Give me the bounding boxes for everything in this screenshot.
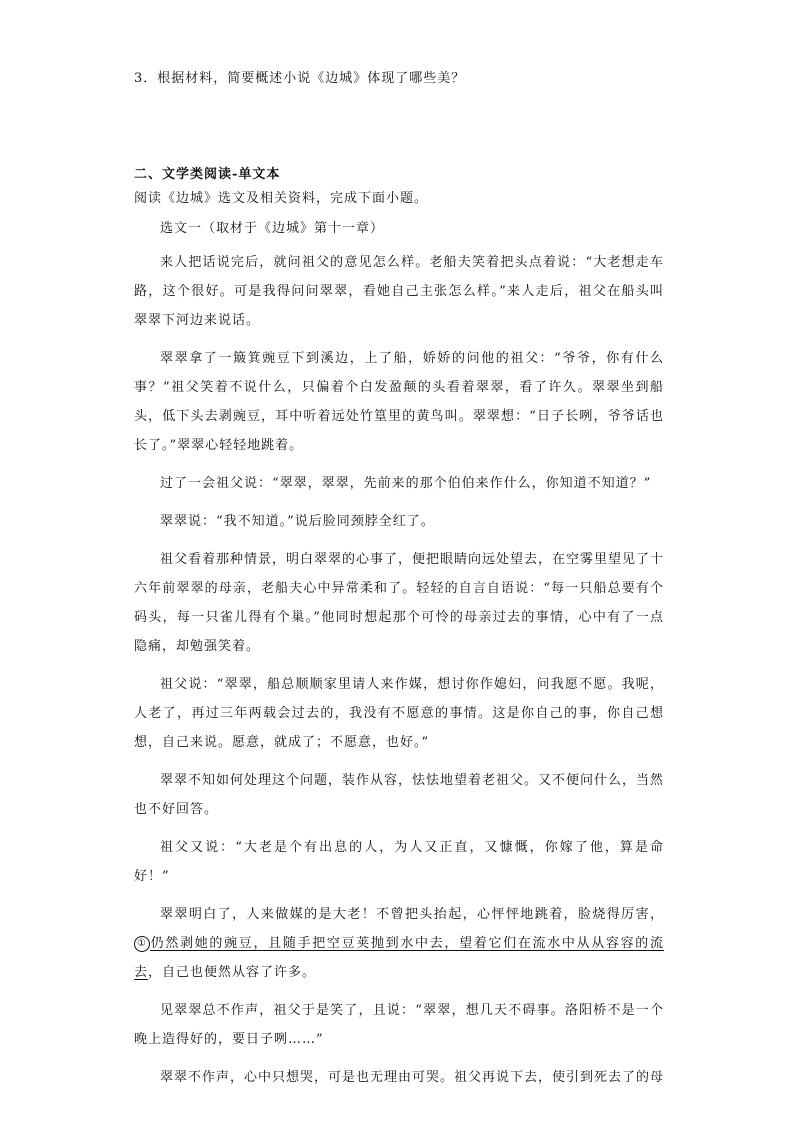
- section-intro: 阅读《边城》选文及相关资料，完成下面小题。: [134, 191, 429, 206]
- underlined-sentence: 仍然剥她的豌豆，且随手把空豆荚抛到水中去，望着它们在流水中从从容容的流去: [134, 936, 664, 980]
- paragraph-with-underline: [134, 900, 664, 987]
- excerpt-source: 选文一（取材于《边城》第十一章）: [160, 221, 385, 236]
- p9-text-before: 翠翠明白了，人来做媒的是大老！不曾把头抬起，心怦怦地跳着，脸烧得厉害，: [160, 907, 664, 922]
- paragraph: 来人把话说完后，就问祖父的意见怎么样。老船夫笑着把头点着说：“大老想走车路，这个很好。可是我得问问翠翠，看她自己主张怎么样。”来人走后，祖父在船头叫翠翠下河边来说话。: [134, 255, 664, 328]
- paragraph: 翠翠说：“我不知道。”说后脸同颈脖全红了。: [160, 514, 435, 529]
- paragraph: 翠翠不知如何处理这个问题，装作从容，怯怯地望着老祖父。又不便问什么，当然也不好回答。: [134, 773, 665, 817]
- paragraph: 祖父说：“翠翠，船总顺顺家里请人来作媒，想讨你作媳妇，问我愿不愿。我呢，人老了，再过三年两载会过去的，我没有不愿意的事情。这是你自己的事，你自己想想，自己来说。愿意，就成了；不愿意，也好。”: [134, 677, 664, 750]
- section-title: 二、文学类阅读-单文本: [134, 167, 281, 182]
- paragraph: 翠翠不作声，心中只想哭，可是也无理由可哭。祖父再说下去，使引到死去了的母: [160, 1070, 665, 1085]
- excerpt-body: [134, 219, 664, 1101]
- p9-text-after: ，自己也便然从容了许多。: [148, 965, 317, 980]
- question-marker: ①: [134, 936, 150, 952]
- paragraph: 翠翠拿了一簸箕豌豆下到溪边，上了船，娇娇的问他的祖父：“爷爷，你有什么事？”祖父笑着不说什么，只偏着个白发盈颠的头看着翠翠，看了许久。翠翠坐到船头，低下头去剥豌豆，耳中听着远处竹篁里的黄鸟叫。翠翠想：“日子长咧，爷爷话也长了。”翠翠心轻轻地跳着。: [134, 351, 664, 453]
- paragraph: 祖父又说：“大老是个有出息的人，为人又正直，又慷慨，你嫁了他，算是命好！”: [134, 840, 664, 884]
- paragraph: 祖父看着那种情景，明白翠翠的心事了，便把眼睛向远处望去，在空雾里望见了十六年前翠翠的母亲，老船夫心中异常柔和了。轻轻的自言自语说：“每一只船总要有个码头，每一只雀儿得有个巢。”他同时想起那个可怜的母亲过去的事情，心中有了一点隐痛，却勉强笑着。: [134, 552, 665, 654]
- paragraph: 过了一会祖父说：“翠翠，翠翠，先前来的那个伯伯来作什么，你知道不知道？”: [160, 476, 652, 491]
- question-3: 3．根据材料，简要概述小说《边城》体现了哪些美？: [134, 71, 466, 86]
- paragraph: 见翠翠总不作声，祖父于是笑了，且说：“翠翠，想几天不碍事。洛阳桥不是一个晚上造得好的，要日子咧……”: [134, 1003, 664, 1047]
